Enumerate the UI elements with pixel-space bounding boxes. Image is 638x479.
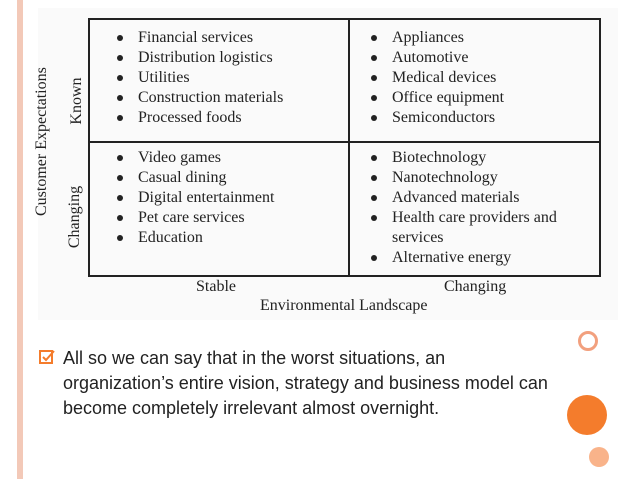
quadrant-item: Medical devices [362, 68, 592, 88]
quadrant-item: Nanotechnology [362, 168, 594, 188]
quadrant-item: Financial services [108, 28, 338, 48]
quadrant-item: Pet care services [108, 208, 338, 228]
quadrant-known-changing [362, 28, 592, 128]
x-axis-label-changing: Changing [444, 278, 507, 295]
decorative-circle-small [589, 447, 609, 467]
quadrant-item: Appliances [362, 28, 592, 48]
quadrant-item: Office equipment [362, 88, 592, 108]
quadrant-changing-changing [362, 148, 594, 268]
quadrant-item: Advanced materials [362, 188, 594, 208]
y-axis-label-changing: Changing [66, 185, 83, 249]
quadrant-changing-stable [108, 148, 338, 248]
quadrant-item: Automotive [362, 48, 592, 68]
decorative-circle-outline [578, 331, 598, 351]
quadrant-item: Distribution logistics [108, 48, 338, 68]
x-axis-label-stable: Stable [196, 278, 236, 295]
quadrant-item: Video games [108, 148, 338, 168]
grid-horizontal-divider [90, 141, 599, 143]
quadrant-item: Utilities [108, 68, 338, 88]
decorative-circle-large [567, 395, 607, 435]
quadrant-item: Alternative energy [362, 248, 594, 268]
quadrant-item: Construction materials [108, 88, 338, 108]
quadrant-item: Casual dining [108, 168, 338, 188]
quadrant-item: Digital entertainment [108, 188, 338, 208]
x-axis-title: Environmental Landscape [260, 297, 428, 314]
y-axis-title: Customer Expectations [33, 67, 50, 216]
quadrant-item: Health care providers and services [362, 208, 594, 248]
quadrant-item: Education [108, 228, 338, 248]
y-axis-label-known: Known [68, 77, 85, 125]
quadrant-item: Processed foods [108, 108, 338, 128]
quadrant-item: Biotechnology [362, 148, 594, 168]
quadrant-item: Semiconductors [362, 108, 592, 128]
slide-frame-line [17, 0, 23, 479]
grid-vertical-divider [348, 20, 350, 275]
checkbox-bullet-icon [38, 348, 62, 368]
bullet-text: All so we can say that in the worst situations, an organization’s entire vision, strategy and business model can become completely irrelevant almost overnight. [63, 348, 548, 418]
quadrant-known-stable [108, 28, 338, 128]
